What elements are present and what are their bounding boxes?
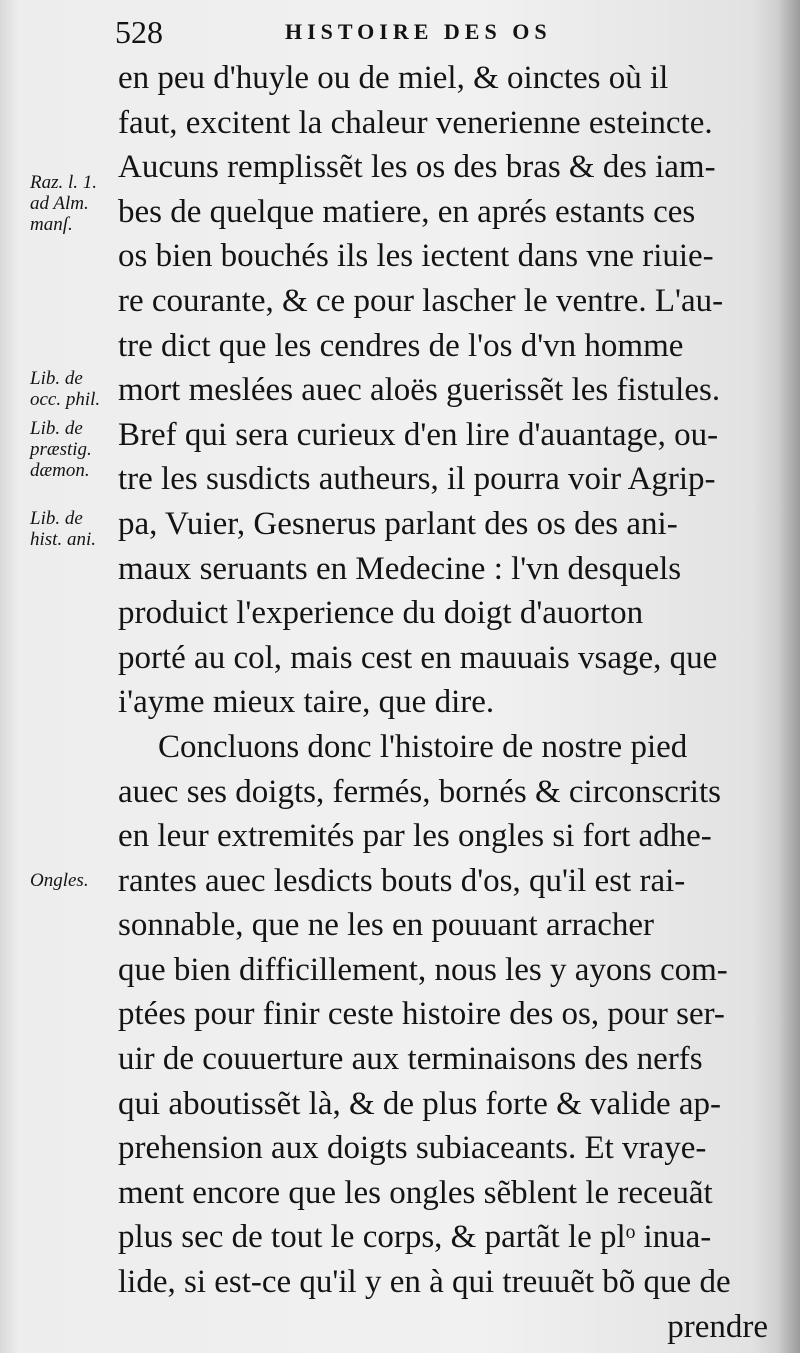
text-line: re courante, & ce pour lascher le ventre. L'au- xyxy=(118,282,724,319)
margin-note-lib-praestig xyxy=(30,418,92,481)
margin-note-line: hist. ani. xyxy=(30,529,96,550)
text-line: i'ayme mieux taire, que dire. xyxy=(118,684,495,721)
paragraph-start-line: Concluons donc l'histoire de nostre pied xyxy=(158,728,688,765)
text-line: tre dict que les cendres de l'os d'vn homme xyxy=(118,327,684,364)
text-line: ment encore que les ongles sẽblent le receuãt xyxy=(118,1174,713,1211)
text-line: uir de couuerture aux terminaisons des nerfs xyxy=(118,1041,703,1078)
text-line: sonnable, que ne les en pouuant arracher xyxy=(118,907,655,944)
body-text xyxy=(118,56,768,1349)
text-line: Bref qui sera curieux d'en lire d'auantage, ou- xyxy=(118,416,719,453)
page-number: 528 xyxy=(115,14,163,50)
text-line: qui aboutissẽt là, & de plus forte & valide ap- xyxy=(118,1085,722,1122)
text-line: lide, si est-ce qu'il y en à qui treuuẽt bõ que de xyxy=(118,1264,731,1301)
text-line: prehension aux doigts subiaceants. Et vraye- xyxy=(118,1130,707,1167)
text-line: porté au col, mais cest en mauuais vsage, que xyxy=(118,639,718,676)
margin-note-line: occ. phil. xyxy=(30,389,101,410)
margin-note-raz xyxy=(30,172,97,235)
margin-note-line: ad Alm. xyxy=(30,193,89,214)
margin-note-lib-hist xyxy=(30,508,96,550)
page-gutter-shadow xyxy=(778,0,800,1353)
margin-note-ongles xyxy=(30,870,89,891)
catchword: prendre xyxy=(667,1308,768,1345)
margin-note-line: Raz. l. 1. xyxy=(30,172,98,193)
margin-note-line: manſ. xyxy=(30,214,73,235)
margin-note-line: dæmon. xyxy=(30,460,90,481)
margin-notes xyxy=(0,0,118,1353)
margin-note-line: Lib. de xyxy=(30,508,83,529)
text-line: rantes auec lesdicts bouts d'os, qu'il est rai- xyxy=(118,862,686,899)
text-line: pa, Vuier, Gesnerus parlant des os des ani- xyxy=(118,505,678,542)
text-line: ptées pour finir ceste histoire des os, pour ser- xyxy=(118,996,725,1033)
margin-note-lib-occ xyxy=(30,368,100,410)
text-line: Aucuns remplissẽt les os des bras & des iam- xyxy=(118,149,716,186)
text-line: en leur extremités par les ongles si fort adhe- xyxy=(118,818,712,855)
text-line: produict l'experience du doigt d'auorton xyxy=(118,595,644,632)
text-line: auec ses doigts, fermés, bornés & circonscrits xyxy=(118,773,721,810)
margin-note-line: Lib. de xyxy=(30,418,83,439)
text-line: maux seruants en Medecine : l'vn desquels xyxy=(118,550,682,587)
text-line: plus sec de tout le corps, & partãt le plᵒ inua- xyxy=(118,1219,712,1256)
text-line: tre les susdicts autheurs, il pourra voir Agrip- xyxy=(118,461,716,498)
text-line: que bien difficillement, nous les y ayons com- xyxy=(118,951,728,988)
margin-note-line: Lib. de xyxy=(30,368,83,389)
margin-note-line: præstig. xyxy=(30,439,92,460)
page-header xyxy=(115,12,615,52)
running-title: HISTOIRE DES OS xyxy=(285,19,552,44)
text-line: en peu d'huyle ou de miel, & oinctes où il xyxy=(118,60,669,96)
text-line: mort meslées auec aloës guerissẽt les fistules. xyxy=(118,372,721,409)
text-line: bes de quelque matiere, en aprés estants ces xyxy=(118,193,696,230)
text-line: faut, excitent la chaleur venerienne esteincte. xyxy=(118,104,713,141)
margin-note-line: Ongles. xyxy=(30,870,89,891)
text-line: os bien bouchés ils les iectent dans vne riuie- xyxy=(118,238,714,275)
